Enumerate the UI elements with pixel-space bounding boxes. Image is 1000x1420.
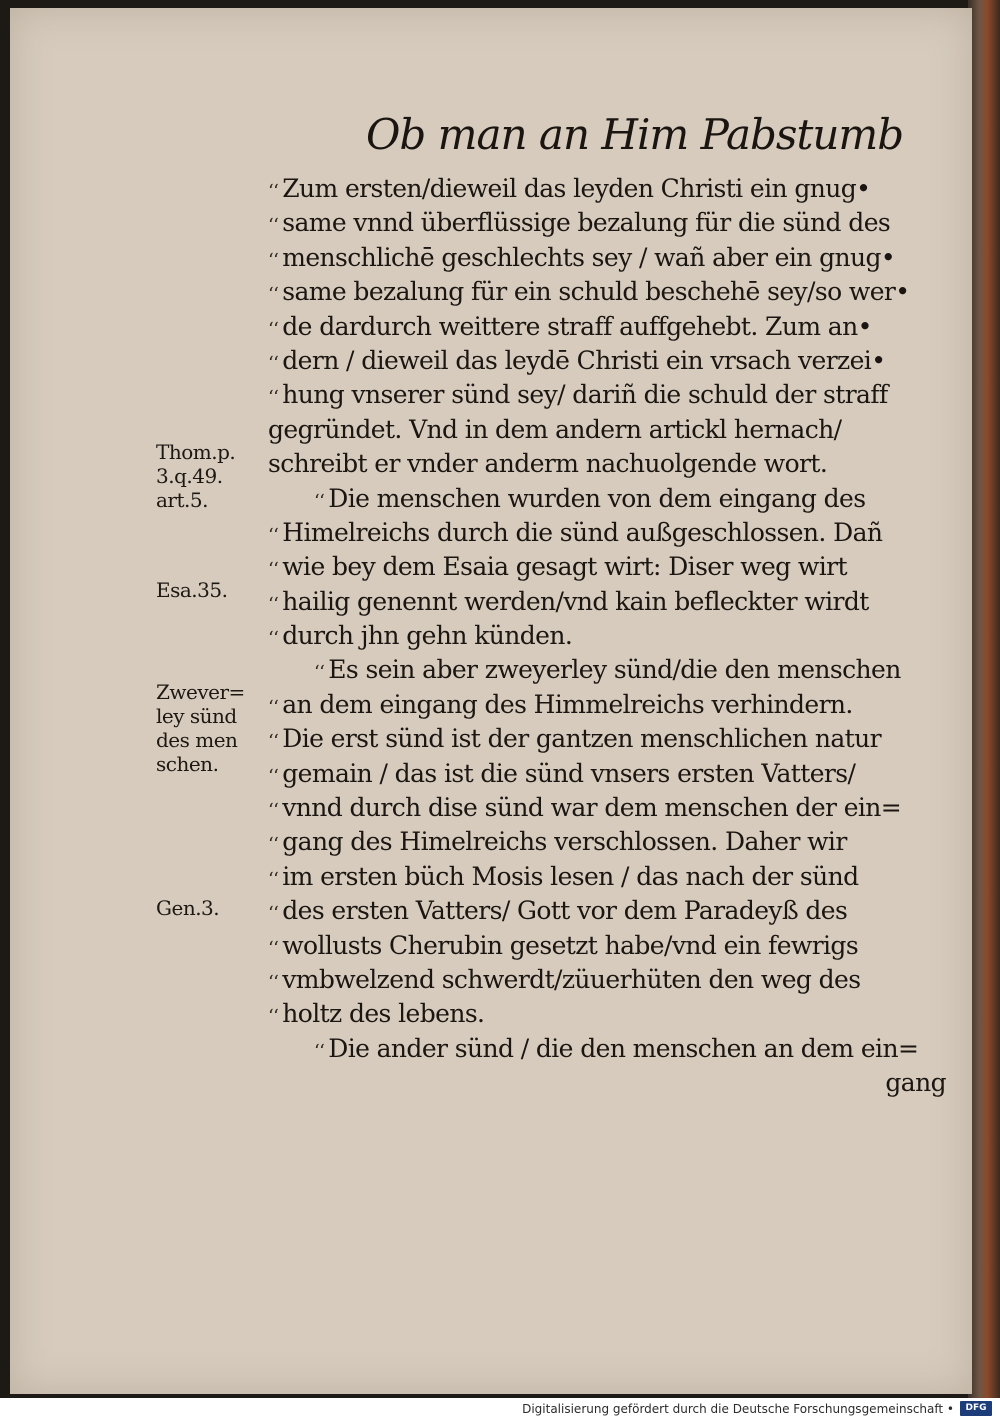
- line-text: des ersten Vatters/ Gott vor dem Paradeyß des: [282, 896, 848, 926]
- text-line: [268, 1066, 958, 1100]
- quotation-mark: ‘‘: [268, 352, 279, 374]
- line-text: im ersten büch Mosis lesen / das nach der sünd: [282, 861, 859, 891]
- margin-note-thomas: Thom.p. 3.q.49. art.5.: [156, 440, 236, 512]
- text-line: [268, 860, 958, 894]
- line-text: wollusts Cherubin gesetzt habe/vnd ein fewrigs: [282, 930, 859, 960]
- quotation-mark: ‘‘: [314, 662, 325, 684]
- text-line: [268, 516, 958, 550]
- quotation-mark: ‘‘: [268, 903, 279, 925]
- line-text: holtz des lebens.: [282, 999, 485, 1029]
- text-line: [268, 825, 958, 859]
- line-text: Die menschen wurden von dem eingang des: [328, 483, 866, 513]
- quotation-mark: ‘‘: [268, 696, 279, 718]
- line-text: Zum ersten/dieweil das leyden Christi ein gnug•: [282, 174, 871, 203]
- text-line: [268, 172, 958, 206]
- line-text: hailig genennt werden/vnd kain befleckter wirdt: [282, 586, 869, 616]
- line-text: dern / dieweil das leydē Christi ein vrsach verzei•: [282, 345, 886, 375]
- text-line: [268, 344, 958, 378]
- text-line: [268, 619, 958, 653]
- quotation-mark: ‘‘: [268, 387, 279, 409]
- margin-note-zweyerley: Zwever= ley sünd des men schen.: [156, 680, 245, 776]
- quotation-mark: ‘‘: [268, 284, 279, 306]
- line-text: vnnd durch dise sünd war dem menschen der ein=: [282, 793, 902, 823]
- text-line: [268, 585, 958, 619]
- text-line: [268, 894, 958, 928]
- line-text: menschlichē geschlechts sey / wañ aber ein gnug•: [282, 242, 896, 272]
- line-text: schreibt er vnder anderm nachuolgende wort.: [268, 449, 828, 479]
- quotation-mark: ‘‘: [268, 318, 279, 340]
- line-text: an dem eingang des Himmelreichs verhindern.: [282, 689, 853, 719]
- text-line: [268, 791, 958, 825]
- text-block: [268, 172, 958, 1101]
- margin-note-genesis: Gen.3.: [156, 896, 220, 920]
- line-text: de dardurch weittere straff auffgehebt. Zum an•: [282, 311, 872, 341]
- text-line: [268, 241, 958, 275]
- quotation-mark: ‘‘: [314, 1040, 325, 1062]
- quotation-mark: ‘‘: [268, 800, 279, 822]
- text-line: [268, 206, 958, 240]
- margin-note-esaia: Esa.35.: [156, 578, 228, 602]
- text-line: [268, 275, 958, 309]
- text-line: [268, 997, 958, 1031]
- footer-credit: Digitalisierung gefördert durch die Deutsche Forschungsgemeinschaft •: [522, 1402, 954, 1416]
- running-header: Ob man an Him Pabstumb: [366, 110, 904, 159]
- footer-bar: [0, 1398, 1000, 1420]
- text-line: [268, 550, 958, 584]
- text-line: [268, 310, 958, 344]
- quotation-mark: ‘‘: [268, 834, 279, 856]
- quotation-mark: ‘‘: [268, 937, 279, 959]
- text-line: [268, 447, 958, 481]
- quotation-mark: ‘‘: [268, 524, 279, 546]
- line-text: Die erst sünd ist der gantzen menschlichen natur: [282, 724, 881, 754]
- text-line: [268, 722, 958, 756]
- quotation-mark: ‘‘: [268, 731, 279, 753]
- line-text: gang des Himelreichs verschlossen. Daher wir: [282, 827, 847, 857]
- quotation-mark: ‘‘: [268, 181, 279, 202]
- text-line: [268, 482, 958, 516]
- line-text: gemain / das ist die sünd vnsers ersten Vatters/: [282, 758, 856, 788]
- quotation-mark: ‘‘: [268, 765, 279, 787]
- text-line: [268, 1032, 958, 1066]
- line-text: vmbwelzend schwerdt/züuerhüten den weg des: [282, 964, 861, 994]
- line-text: Die ander sünd / die den menschen an dem ein=: [328, 1033, 919, 1063]
- quotation-mark: ‘‘: [268, 971, 279, 993]
- text-line: [268, 378, 958, 412]
- quotation-mark: ‘‘: [314, 490, 325, 512]
- text-line: [268, 413, 958, 447]
- line-text: wie bey dem Esaia gesagt wirt: Diser weg wirt: [282, 552, 847, 582]
- line-text: same bezalung für ein schuld beschehē sey/so wer•: [282, 277, 910, 307]
- line-text: hung vnserer sünd sey/ dariñ die schuld der straff: [282, 380, 888, 410]
- text-line: [268, 929, 958, 963]
- quotation-mark: ‘‘: [268, 593, 279, 615]
- line-text: Es sein aber zweyerley sünd/die den menschen: [328, 655, 901, 685]
- text-line: [268, 653, 958, 687]
- quotation-mark: ‘‘: [268, 1006, 279, 1028]
- line-text: gang: [885, 1068, 946, 1098]
- book-spine-edge: [968, 0, 1000, 1398]
- text-line: [268, 963, 958, 997]
- quotation-mark: ‘‘: [268, 249, 279, 271]
- dfg-logo: DFG: [960, 1401, 992, 1416]
- text-line: [268, 688, 958, 722]
- line-text: gegründet. Vnd in dem andern artickl hernach/: [268, 414, 842, 444]
- quotation-mark: ‘‘: [268, 628, 279, 650]
- line-text: same vnnd überflüssige bezalung für die sünd des: [282, 208, 891, 238]
- text-line: [268, 757, 958, 791]
- quotation-mark: ‘‘: [268, 868, 279, 890]
- line-text: durch jhn gehn künden.: [282, 621, 573, 651]
- quotation-mark: ‘‘: [268, 559, 279, 581]
- line-text: Himelreichs durch die sünd außgeschlossen. Dañ: [282, 517, 883, 547]
- quotation-mark: ‘‘: [268, 215, 279, 237]
